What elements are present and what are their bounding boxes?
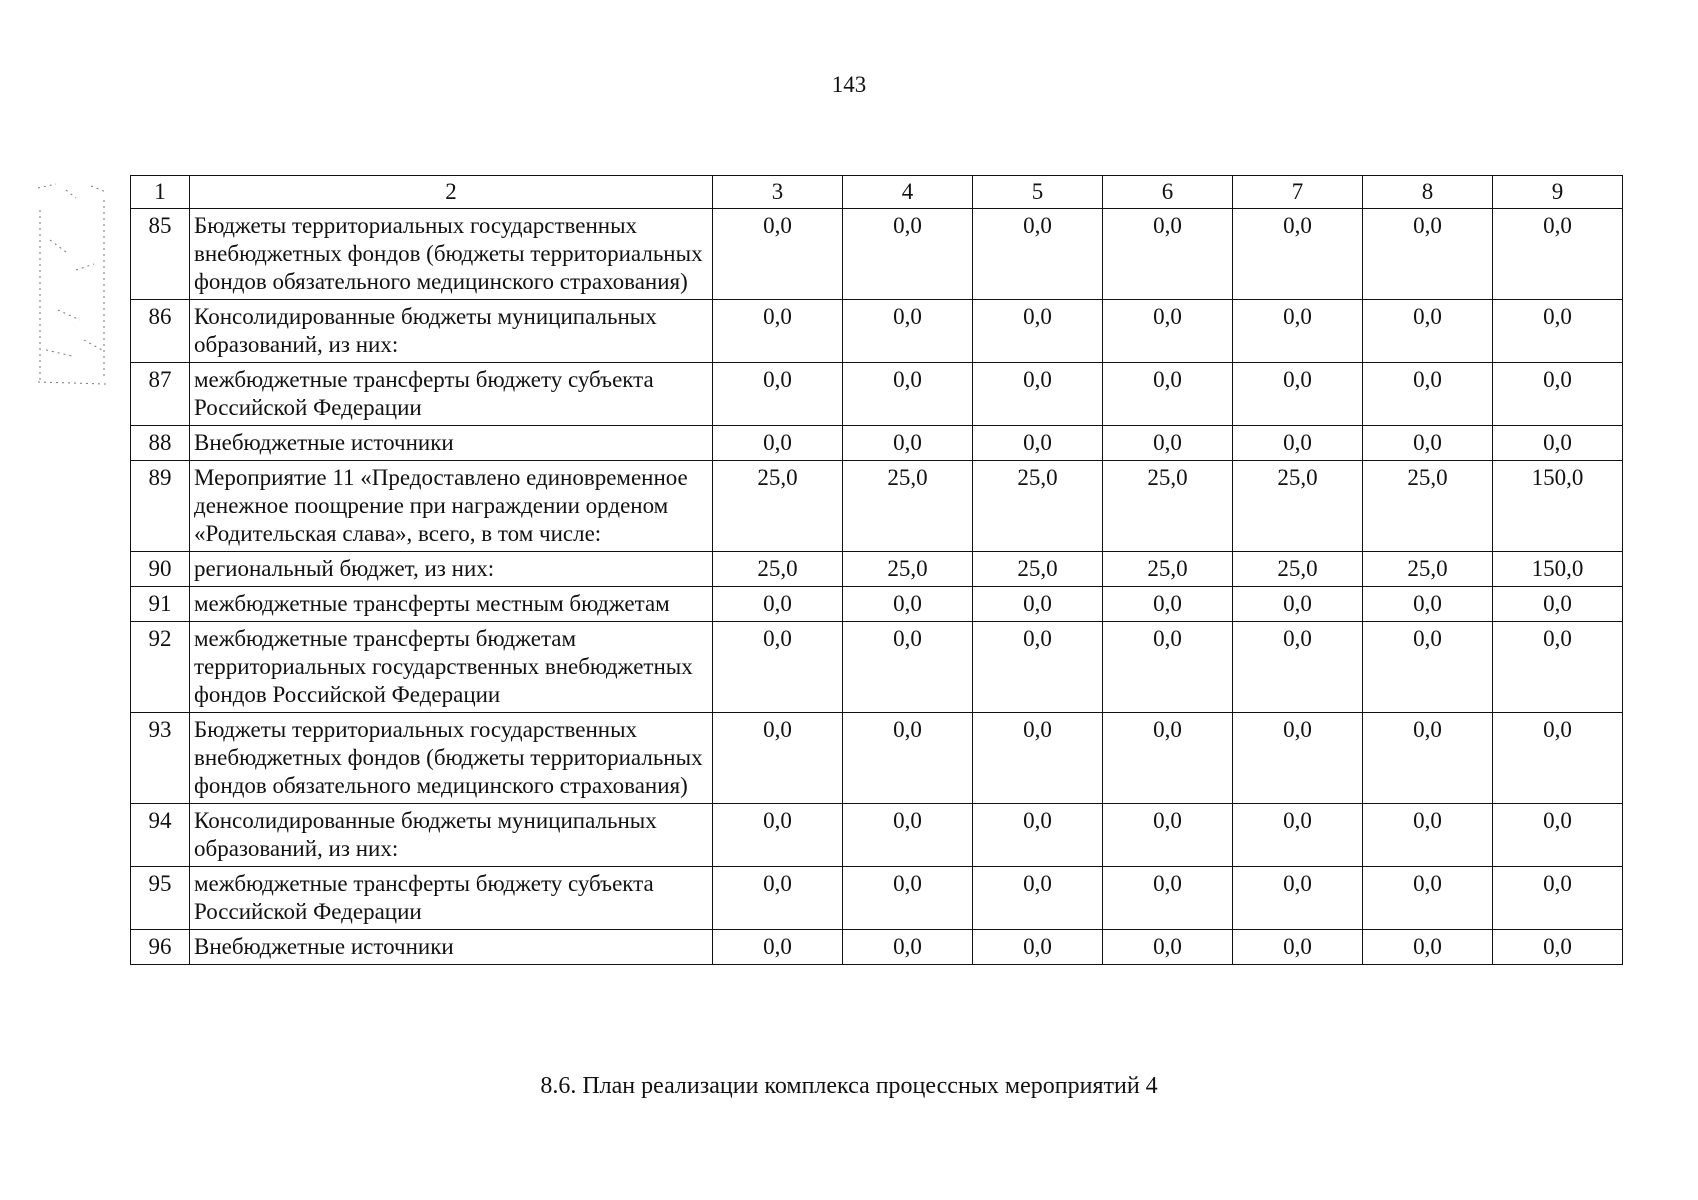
value-cell-col-3: 0,0 <box>713 867 843 930</box>
row-description: региональный бюджет, из них: <box>190 552 713 587</box>
row-description: межбюджетные трансферты бюджету субъекта Российской Федерации <box>190 363 713 426</box>
value-cell-col-9: 0,0 <box>1493 867 1623 930</box>
value-cell-col-3: 0,0 <box>713 587 843 622</box>
value-cell-col-6: 0,0 <box>1103 804 1233 867</box>
value-cell-col-7: 0,0 <box>1233 426 1363 461</box>
header-row <box>131 176 1623 209</box>
value-cell-col-6: 0,0 <box>1103 209 1233 300</box>
value-cell-col-5: 0,0 <box>973 426 1103 461</box>
value-cell-col-7: 0,0 <box>1233 587 1363 622</box>
value-cell-col-3: 0,0 <box>713 930 843 965</box>
value-cell-col-5: 0,0 <box>973 713 1103 804</box>
value-cell-col-4: 0,0 <box>843 622 973 713</box>
value-cell-col-3: 0,0 <box>713 300 843 363</box>
value-cell-col-9: 0,0 <box>1493 930 1623 965</box>
value-cell-col-7: 0,0 <box>1233 622 1363 713</box>
value-cell-col-8: 0,0 <box>1363 426 1493 461</box>
column-header-3: 3 <box>713 176 843 209</box>
value-cell-col-4: 0,0 <box>843 209 973 300</box>
table-row <box>131 622 1623 713</box>
row-number: 93 <box>131 713 190 804</box>
value-cell-col-4: 25,0 <box>843 461 973 552</box>
value-cell-col-7: 25,0 <box>1233 552 1363 587</box>
row-description: Бюджеты территориальных государственных внебюджетных фондов (бюджеты территориальных фондов обязательного медицинского страхования) <box>190 713 713 804</box>
value-cell-col-6: 0,0 <box>1103 867 1233 930</box>
value-cell-col-7: 0,0 <box>1233 713 1363 804</box>
value-cell-col-9: 0,0 <box>1493 622 1623 713</box>
table-row <box>131 300 1623 363</box>
row-number: 94 <box>131 804 190 867</box>
value-cell-col-4: 25,0 <box>843 552 973 587</box>
value-cell-col-4: 0,0 <box>843 426 973 461</box>
value-cell-col-8: 0,0 <box>1363 713 1493 804</box>
row-number: 86 <box>131 300 190 363</box>
table-row <box>131 426 1623 461</box>
value-cell-col-6: 0,0 <box>1103 426 1233 461</box>
value-cell-col-4: 0,0 <box>843 867 973 930</box>
value-cell-col-5: 25,0 <box>973 552 1103 587</box>
row-number: 90 <box>131 552 190 587</box>
table-row <box>131 867 1623 930</box>
section-caption: 8.6. План реализации комплекса процессных мероприятий 4 <box>540 1073 1158 1099</box>
value-cell-col-7: 0,0 <box>1233 363 1363 426</box>
value-cell-col-7: 0,0 <box>1233 300 1363 363</box>
value-cell-col-4: 0,0 <box>843 587 973 622</box>
value-cell-col-4: 0,0 <box>843 300 973 363</box>
value-cell-col-7: 0,0 <box>1233 930 1363 965</box>
row-number: 92 <box>131 622 190 713</box>
row-number: 96 <box>131 930 190 965</box>
column-header-2: 2 <box>190 176 713 209</box>
value-cell-col-6: 0,0 <box>1103 622 1233 713</box>
value-cell-col-8: 25,0 <box>1363 461 1493 552</box>
row-description: межбюджетные трансферты бюджету субъекта Российской Федерации <box>190 867 713 930</box>
table-row <box>131 804 1623 867</box>
value-cell-col-9: 0,0 <box>1493 426 1623 461</box>
value-cell-col-8: 0,0 <box>1363 363 1493 426</box>
table-row <box>131 552 1623 587</box>
row-description: Бюджеты территориальных государственных внебюджетных фондов (бюджеты территориальных фондов обязательного медицинского страхования) <box>190 209 713 300</box>
table-row <box>131 930 1623 965</box>
value-cell-col-8: 0,0 <box>1363 209 1493 300</box>
value-cell-col-4: 0,0 <box>843 930 973 965</box>
column-header-6: 6 <box>1103 176 1233 209</box>
value-cell-col-3: 0,0 <box>713 209 843 300</box>
value-cell-col-6: 0,0 <box>1103 587 1233 622</box>
table-row <box>131 363 1623 426</box>
value-cell-col-3: 0,0 <box>713 622 843 713</box>
budget-table <box>130 175 1623 965</box>
value-cell-col-4: 0,0 <box>843 804 973 867</box>
table-row <box>131 209 1623 300</box>
page-number: 143 <box>831 72 867 97</box>
value-cell-col-7: 0,0 <box>1233 804 1363 867</box>
value-cell-col-5: 25,0 <box>973 461 1103 552</box>
value-cell-col-6: 0,0 <box>1103 930 1233 965</box>
row-description: Внебюджетные источники <box>190 426 713 461</box>
row-description: межбюджетные трансферты бюджетам территориальных государственных внебюджетных фондов Российской Федерации <box>190 622 713 713</box>
value-cell-col-5: 0,0 <box>973 622 1103 713</box>
row-description: межбюджетные трансферты местным бюджетам <box>190 587 713 622</box>
value-cell-col-8: 0,0 <box>1363 587 1493 622</box>
value-cell-col-3: 25,0 <box>713 552 843 587</box>
row-number: 88 <box>131 426 190 461</box>
table-row <box>131 713 1623 804</box>
row-description: Консолидированные бюджеты муниципальных образований, из них: <box>190 804 713 867</box>
column-header-5: 5 <box>973 176 1103 209</box>
row-number: 91 <box>131 587 190 622</box>
value-cell-col-9: 150,0 <box>1493 552 1623 587</box>
value-cell-col-5: 0,0 <box>973 587 1103 622</box>
value-cell-col-8: 0,0 <box>1363 300 1493 363</box>
row-description: Мероприятие 11 «Предоставлено единовременное денежное поощрение при награждении орденом «Родительская слава», всего, в том числе: <box>190 461 713 552</box>
value-cell-col-5: 0,0 <box>973 804 1103 867</box>
column-header-7: 7 <box>1233 176 1363 209</box>
value-cell-col-9: 0,0 <box>1493 363 1623 426</box>
value-cell-col-8: 0,0 <box>1363 930 1493 965</box>
value-cell-col-9: 0,0 <box>1493 300 1623 363</box>
value-cell-col-5: 0,0 <box>973 209 1103 300</box>
row-number: 95 <box>131 867 190 930</box>
value-cell-col-6: 25,0 <box>1103 461 1233 552</box>
value-cell-col-8: 0,0 <box>1363 622 1493 713</box>
value-cell-col-3: 0,0 <box>713 713 843 804</box>
value-cell-col-7: 0,0 <box>1233 209 1363 300</box>
value-cell-col-5: 0,0 <box>973 363 1103 426</box>
row-number: 89 <box>131 461 190 552</box>
value-cell-col-3: 0,0 <box>713 804 843 867</box>
value-cell-col-5: 0,0 <box>973 300 1103 363</box>
value-cell-col-9: 0,0 <box>1493 804 1623 867</box>
value-cell-col-7: 0,0 <box>1233 867 1363 930</box>
value-cell-col-9: 150,0 <box>1493 461 1623 552</box>
table-row <box>131 587 1623 622</box>
value-cell-col-4: 0,0 <box>843 363 973 426</box>
value-cell-col-6: 25,0 <box>1103 552 1233 587</box>
row-number: 87 <box>131 363 190 426</box>
value-cell-col-4: 0,0 <box>843 713 973 804</box>
table-body <box>131 209 1623 965</box>
value-cell-col-3: 25,0 <box>713 461 843 552</box>
row-number: 85 <box>131 209 190 300</box>
value-cell-col-8: 25,0 <box>1363 552 1493 587</box>
column-header-8: 8 <box>1363 176 1493 209</box>
value-cell-col-9: 0,0 <box>1493 587 1623 622</box>
value-cell-col-8: 0,0 <box>1363 804 1493 867</box>
column-header-4: 4 <box>843 176 973 209</box>
value-cell-col-3: 0,0 <box>713 363 843 426</box>
value-cell-col-5: 0,0 <box>973 867 1103 930</box>
row-description: Консолидированные бюджеты муниципальных образований, из них: <box>190 300 713 363</box>
row-description: Внебюджетные источники <box>190 930 713 965</box>
value-cell-col-6: 0,0 <box>1103 300 1233 363</box>
column-header-9: 9 <box>1493 176 1623 209</box>
table-row <box>131 461 1623 552</box>
value-cell-col-5: 0,0 <box>973 930 1103 965</box>
value-cell-col-7: 25,0 <box>1233 461 1363 552</box>
value-cell-col-9: 0,0 <box>1493 209 1623 300</box>
value-cell-col-6: 0,0 <box>1103 713 1233 804</box>
value-cell-col-3: 0,0 <box>713 426 843 461</box>
value-cell-col-9: 0,0 <box>1493 713 1623 804</box>
value-cell-col-6: 0,0 <box>1103 363 1233 426</box>
scan-artifact <box>36 180 108 390</box>
column-header-1: 1 <box>131 176 190 209</box>
value-cell-col-8: 0,0 <box>1363 867 1493 930</box>
